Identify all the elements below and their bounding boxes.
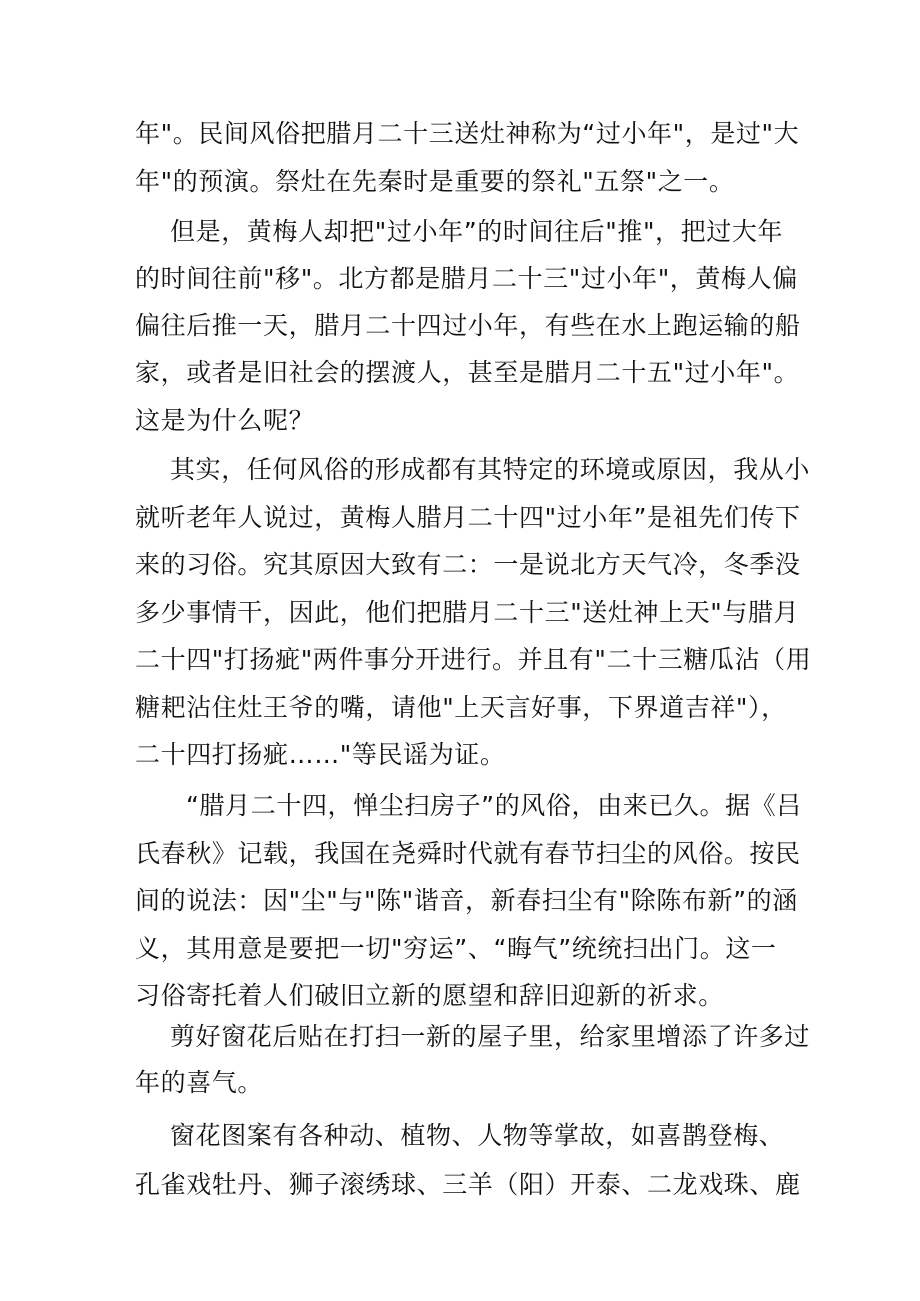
text-line: 孔雀戏牡丹、狮子滚绣球、三羊（阳）开泰、二龙戏珠、鹿 (135, 1170, 801, 1199)
paragraph-first-line: 窗花图案有各种动、植物、人物等掌故，如喜鹊登梅、 (170, 1121, 785, 1150)
text-line: 多少事情干，因此，他们把腊月二十三"送灶神上天"与腊月 (135, 598, 800, 627)
paragraph-first-line: 剪好窗花后贴在打扫一新的屋子里，给家里增添了许多过 (170, 1022, 811, 1051)
text-line: 偏往后推一天，腊月二十四过小年，有些在水上跑运输的船 (135, 311, 801, 340)
text-line: 年"。民间风俗把腊月二十三送灶神称为“过小年"，是过"大 (135, 119, 800, 148)
paragraph-first-line: “腊月二十四，惮尘扫房子”的风俗，由来已久。据《吕 (186, 791, 802, 820)
text-line: 这是为什么呢？ (135, 406, 315, 435)
text-line: 间的说法：因"尘"与"陈"谐音，新春扫尘有"除陈布新”的涵 (135, 886, 798, 915)
paragraph-first-line: 但是，黄梅人却把"过小年”的时间往后"推"，把过大年 (170, 217, 784, 246)
text-line: 义，其用意是要把一切"穷运”、“晦气”统统扫出门。这一 (135, 934, 777, 963)
text-line: 二十四"打扬疵"两件事分开进行。并且有"二十三糖瓜沾（用 (135, 645, 812, 674)
text-line: 家，或者是旧社会的摆渡人，甚至是腊月二十五"过小年"。 (135, 358, 800, 387)
text-line: 氏春秋》记载，我国在尧舜时代就有春节扫尘的风俗。按民 (135, 839, 801, 868)
text-line: 来的习俗。究其原因大致有二：一是说北方天气冷，冬季没 (135, 550, 801, 579)
text-line: 的时间往前"移"。北方都是腊月二十三"过小年"，黄梅人偏 (135, 264, 798, 293)
text-line: 年的喜气。 (135, 1068, 264, 1097)
text-line: 二十四打扬疵……"等民谣为证。 (135, 740, 506, 769)
paragraph-first-line: 其实，任何风俗的形成都有其特定的环境或原因，我从小 (170, 455, 811, 484)
text-line: 糖耙沾住灶王爷的嘴，请他"上天言好事，下界道吉祥"）， (135, 693, 787, 722)
text-line: 就听老年人说过，黄梅人腊月二十四"过小年”是祖先们传下 (135, 503, 801, 532)
text-line: 习俗寄托着人们破旧立新的愿望和辞旧迎新的祈求。 (135, 981, 724, 1010)
text-line: 年"的预演。祭灶在先秦时是重要的祭礼"五祭"之一。 (135, 167, 735, 196)
